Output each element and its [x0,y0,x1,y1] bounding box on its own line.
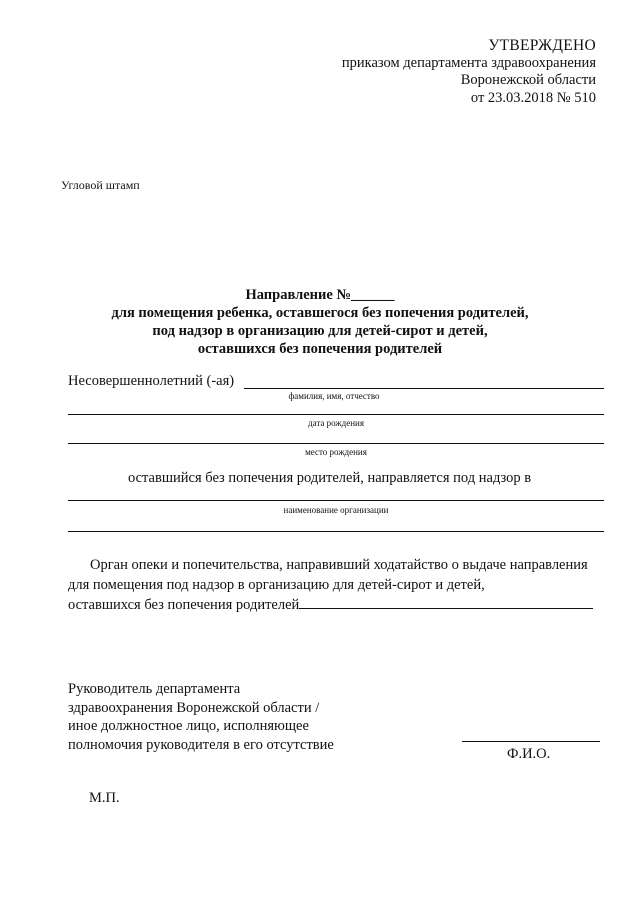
organization-name-field-2[interactable] [68,531,604,532]
approval-heading: УТВЕРЖДЕНО [488,37,596,54]
guardian-line-2: для помещения под надзор в организацию для детей-сирот и детей, [68,577,485,593]
signatory-line-2: здравоохранения Воронежской области / [68,699,320,716]
signature-field[interactable] [462,741,600,742]
approval-block [342,37,596,107]
signatory-line-1: Руководитель департамента [68,681,241,697]
title-line-3: под надзор в организацию для детей-сирот и детей, [152,323,488,339]
guardian-line-3: оставшихся без попечения родителей [68,597,300,613]
signatory-line-4: полномочия руководителя в его отсутствие [68,736,334,753]
title-referral-number: Направление №______ [245,287,395,303]
approval-region-line: Воронежской области [460,72,596,88]
signatory-line-3: иное должностное лицо, исполняющее [68,718,309,734]
guardian-line-1: Орган опеки и попечительства, направивший ходатайство о выдаче направления [90,557,588,573]
organization-name-field[interactable] [68,500,604,501]
seal-label: М.П. [89,790,120,806]
approval-order-line: приказом департамента здравоохранения [341,54,596,71]
document-title [0,286,640,358]
birth-place-field[interactable] [68,443,604,444]
corner-stamp-label: Угловой штамп [61,178,140,192]
title-line-2: для помещения ребенка, оставшегося без попечения родителей, [111,305,529,321]
sent-to-text: оставшийся без попечения родителей, направляется под надзор в [128,470,532,486]
minor-name-field[interactable] [244,388,604,389]
title-line-4: оставшихся без попечения родителей [197,341,443,357]
guardian-line-3-row [68,595,604,615]
caption-birth-date: дата рождения [308,418,364,428]
signatory-block [68,680,334,754]
caption-birth-place: место рождения [305,447,367,457]
birth-date-field[interactable] [68,414,604,415]
guardianship-authority-paragraph [68,555,604,615]
approval-date-line: от 23.03.2018 № 510 [470,89,596,106]
caption-organization: наименование организации [283,505,389,515]
minor-label: Несовершеннолетний (-ая) [68,373,235,389]
caption-full-name: фамилия, имя, отчество [288,391,380,401]
fio-label: Ф.И.О. [507,746,551,762]
guardian-authority-field[interactable] [299,596,593,609]
